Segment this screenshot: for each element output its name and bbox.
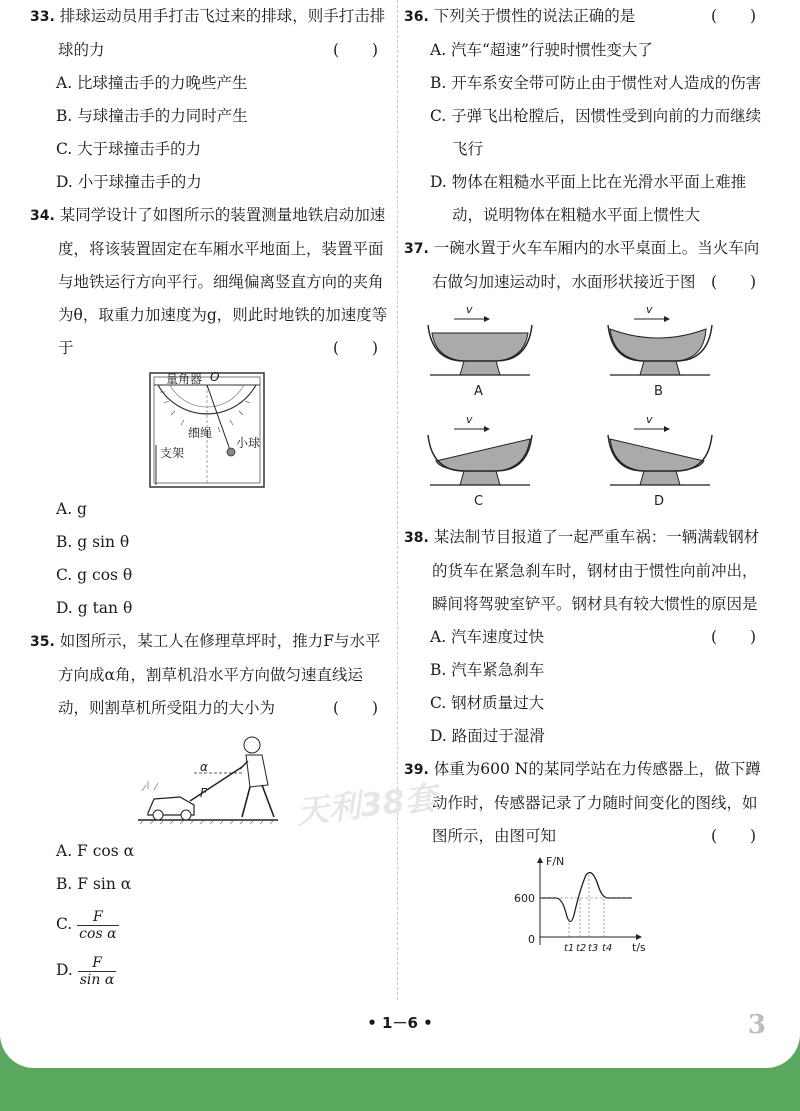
bowl-c (428, 413, 532, 509)
option-c: C. 钢材质量过大 (430, 694, 545, 712)
answer-blank: ( ) (332, 699, 392, 717)
origin-label: O (210, 370, 220, 384)
option-d: D. 小于球撞击手的力 (56, 173, 202, 191)
bowl-figures (404, 299, 770, 521)
fraction (78, 955, 117, 988)
page-number: 3 (747, 1010, 766, 1040)
bowl-label: C (474, 494, 484, 509)
watermark: 天利38套 (294, 778, 439, 832)
option-b: B. 汽车紧急刹车 (430, 661, 545, 679)
answer-blank: ( ) (710, 628, 770, 646)
option-c: C. 大于球撞击手的力 (56, 140, 202, 158)
velocity-label: v (466, 413, 473, 426)
denominator: sin α (79, 971, 115, 988)
question-number: 37. (404, 241, 429, 257)
protractor-figure (30, 365, 392, 493)
question-number: 36. (404, 9, 429, 25)
fraction (77, 909, 118, 942)
option-b: B. F sin α (56, 875, 132, 893)
answer-blank: ( ) (332, 41, 392, 59)
option-a: A. F cos α (56, 842, 135, 860)
left-column (30, 0, 392, 993)
t-tick: t3 (588, 943, 599, 953)
question-39 (404, 753, 770, 953)
column-divider (397, 0, 398, 1000)
question-text: 如图所示，某工人在修理草坪时，推力F与水平方向成α角，割草机沿水平方向做匀速直线运动，则割草机所受阻力的大小为 (58, 632, 381, 717)
page-marker: • 1－6 • (367, 1014, 433, 1032)
protractor-diagram (30, 365, 392, 493)
force-time-graph (404, 853, 770, 953)
question-34 (30, 199, 392, 625)
string-label: 细绳 (188, 426, 213, 440)
option-c: C. 子弹飞出枪膛后，因惯性受到向前的力而继续 (430, 107, 762, 125)
answer-blank: ( ) (710, 827, 770, 845)
option-d (30, 947, 392, 993)
question-33 (30, 0, 392, 199)
y-axis-label: F/N (546, 855, 565, 868)
velocity-label: v (466, 303, 473, 316)
question-37 (404, 232, 770, 521)
question-36 (404, 0, 770, 232)
option-d-continuation: 动，说明物体在粗糙水平面上惯性大 (452, 206, 701, 224)
option-c-continuation: 飞行 (452, 140, 484, 158)
option-a: A. 汽车“超速”行驶时惯性变大了 (430, 41, 653, 59)
option-d: D. 物体在粗糙水平面上比在光滑水平面上难推 (430, 173, 747, 191)
option-a: A. 汽车速度过快 (430, 628, 545, 646)
numerator: F (77, 909, 118, 926)
question-text: 某法制节目报道了一起严重车祸：一辆满载钢材的货车在紧急刹车时，钢材由于惯性向前冲出，瞬间将驾驶室铲平。钢材具有较大惯性的原因是 (432, 528, 760, 613)
answer-blank: ( ) (332, 339, 392, 357)
option-d: D. g tan θ (56, 599, 133, 617)
angle-label: α (200, 760, 208, 774)
option-b: B. g sin θ (56, 533, 130, 551)
t-tick: t2 (576, 943, 587, 953)
ball-label: 小球 (236, 436, 261, 450)
option-c: C. g cos θ (56, 566, 133, 584)
option-c (30, 901, 392, 947)
option-b: B. 与球撞击手的力同时产生 (56, 107, 248, 125)
answer-blank: ( ) (710, 7, 770, 25)
answer-blank: ( ) (710, 273, 770, 291)
question-number: 39. (404, 762, 429, 778)
origin-label: 0 (528, 933, 535, 946)
option-a: A. g (56, 500, 87, 518)
option-letter: D. (56, 961, 73, 979)
stand-label: 支架 (160, 446, 185, 460)
option-b: B. 开车系安全带可防止由于惯性对人造成的伤害 (430, 74, 762, 92)
question-text: 体重为600 N的某同学站在力传感器上，做下蹲动作时，传感器记录了力随时间变化的图线，如图所示，由图可知 (432, 760, 761, 845)
force-label: F (200, 786, 207, 800)
bowl-diagrams (404, 299, 770, 521)
t-tick: t1 (564, 943, 575, 953)
bowl-label: B (654, 384, 663, 399)
question-number: 38. (404, 530, 429, 546)
protractor-label: 量角器 (166, 372, 203, 386)
question-text: 一碗水置于火车车厢内的水平桌面上。当火车向右做匀加速运动时，水面形状接近于图 (432, 239, 760, 291)
question-text: 排球运动员用手打击飞过来的排球，则手打击排球的力 (58, 7, 386, 59)
question-number: 33. (30, 9, 55, 25)
x-axis-label: t/s (632, 941, 646, 953)
bowl-label: D (654, 494, 665, 509)
numerator: F (78, 955, 117, 972)
y-tick-600: 600 (514, 892, 535, 905)
option-letter: C. (56, 915, 73, 933)
question-text: 下列关于惯性的说法正确的是 (433, 7, 636, 25)
bowl-label: A (474, 384, 483, 399)
bowl-b (608, 303, 712, 399)
velocity-label: v (646, 413, 653, 426)
bowl-a (428, 303, 532, 399)
right-column (404, 0, 770, 953)
velocity-label: v (646, 303, 653, 316)
option-d: D. 路面过于湿滑 (430, 727, 545, 745)
t-tick: t4 (602, 943, 613, 953)
force-time-svg (404, 853, 770, 953)
question-38 (404, 521, 770, 753)
denominator: cos α (79, 925, 117, 942)
option-a: A. 比球撞击手的力晚些产生 (56, 74, 248, 92)
question-text: 某同学设计了如图所示的装置测量地铁启动加速度，将该装置固定在车厢水平地面上，装置平面与地铁运行方向平行。细绳偏离竖直方向的夹角为θ，取重力加速度为g，则此时地铁的加速度等于 (58, 206, 388, 357)
question-number: 34. (30, 208, 55, 224)
bowl-d (608, 413, 712, 509)
question-number: 35. (30, 634, 55, 650)
